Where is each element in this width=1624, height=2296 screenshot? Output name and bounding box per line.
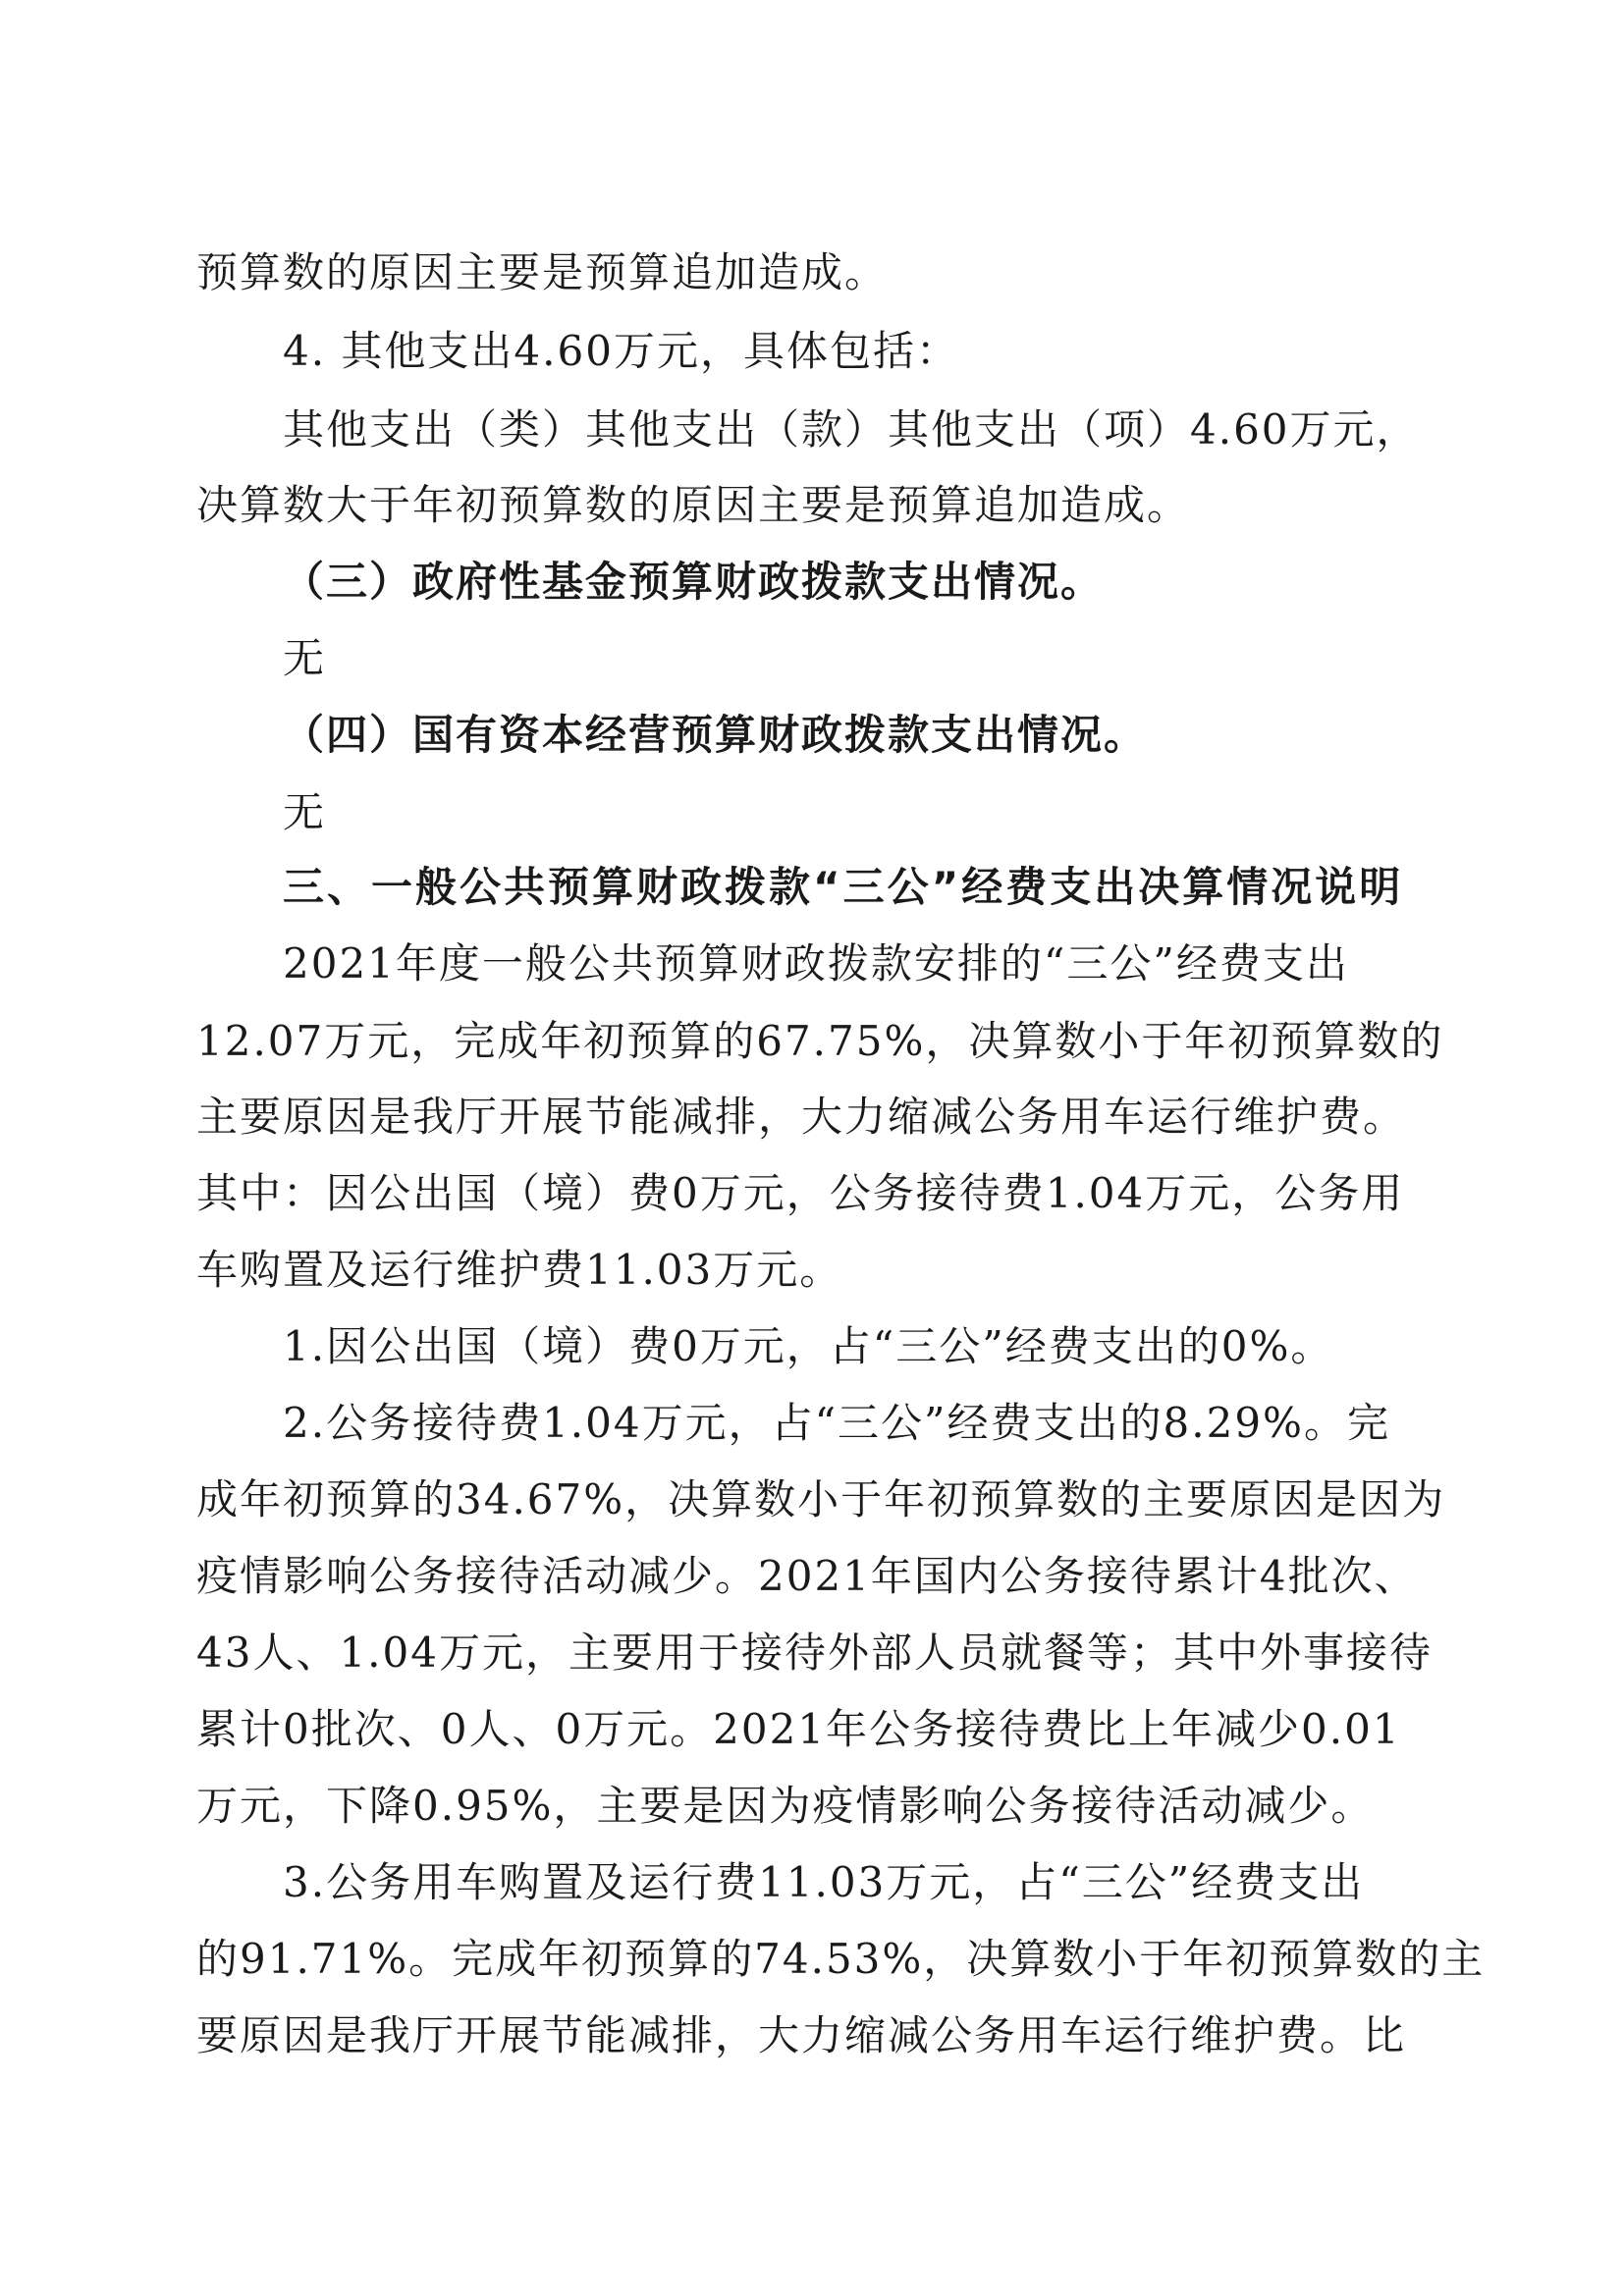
section-3-body: 无: [283, 634, 327, 682]
text-line-17: 成年初预算的34.67%，决算数小于年初预算数的主要原因是因为: [196, 1475, 1446, 1523]
text-line-19: 43人、1.04万元，主要用于接待外部人员就餐等；其中外事接待: [196, 1629, 1433, 1677]
text-line-18: 疫情影响公务接待活动减少。2021年国内公务接待累计4批次、: [196, 1552, 1418, 1600]
text-line-10: 2021年度一般公共预算财政拨款安排的“三公”经费支出: [283, 939, 1349, 988]
text-line-21: 万元，下降0.95%，主要是因为疫情影响公务接待活动减少。: [196, 1782, 1375, 1830]
text-line-24: 要原因是我厅开展节能减排，大力缩减公务用车运行维护费。比: [196, 2011, 1407, 2059]
section-heading-4: （四）国有资本经营预算财政拨款支出情况。: [283, 711, 1148, 759]
text-line-3: 其他支出（类）其他支出（款）其他支出（项）4.60万元，: [283, 405, 1420, 454]
section-heading-3: （三）政府性基金预算财政拨款支出情况。: [283, 558, 1105, 606]
text-line-4: 决算数大于年初预算数的原因主要是预算追加造成。: [196, 481, 1191, 529]
text-line-20: 累计0批次、0人、0万元。2021年公务接待费比上年减少0.01: [196, 1705, 1401, 1753]
text-line-1: 预算数的原因主要是预算追加造成。: [196, 248, 889, 296]
text-line-11: 12.07万元，完成年初预算的67.75%，决算数小于年初预算数的: [196, 1017, 1444, 1065]
section-4-body: 无: [283, 788, 327, 836]
text-line-22: 3.公务用车购置及运行费11.03万元，占“三公”经费支出: [283, 1858, 1365, 1906]
text-line-2: 4. 其他支出4.60万元，具体包括：: [283, 327, 959, 375]
section-heading-three-public: 三、一般公共预算财政拨款“三公”经费支出决算情况说明: [283, 863, 1404, 911]
text-line-23: 的91.71%。完成年初预算的74.53%，决算数小于年初预算数的主: [196, 1935, 1486, 1983]
text-line-16: 2.公务接待费1.04万元，占“三公”经费支出的8.29%。完: [283, 1399, 1390, 1447]
text-line-13: 其中：因公出国（境）费0万元，公务接待费1.04万元，公务用: [196, 1169, 1405, 1217]
text-line-14: 车购置及运行维护费11.03万元。: [196, 1246, 843, 1294]
text-line-12: 主要原因是我厅开展节能减排，大力缩减公务用车运行维护费。: [196, 1093, 1407, 1141]
text-line-15: 1.因公出国（境）费0万元，占“三公”经费支出的0%。: [283, 1322, 1334, 1370]
